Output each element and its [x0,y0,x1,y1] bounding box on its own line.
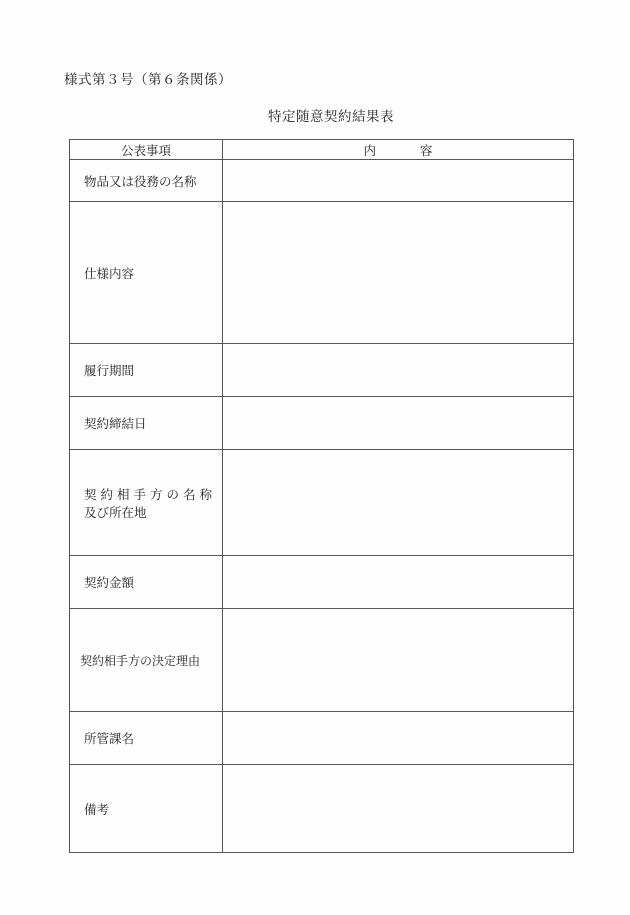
row-label-selection-reason: 契約相手方の決定理由 [70,609,223,712]
table-header-row [70,140,574,160]
row-value-contract-amount[interactable] [223,556,574,609]
table-row [70,609,574,712]
row-value-counterparty[interactable] [223,450,574,556]
table-row [70,397,574,450]
row-label-item-name: 物品又は役務の名称 [70,160,223,202]
header-content-char2: 容 [420,142,433,158]
form-number: 様式第３号（第６条関係） [64,72,232,88]
row-label-contract-amount: 契約金額 [70,556,223,609]
row-value-item-name[interactable] [223,160,574,202]
table-row [70,202,574,344]
row-label-remarks: 備考 [70,765,223,853]
row-value-selection-reason[interactable] [223,609,574,712]
row-label-counterparty-line1: 契約相手方の名称 [84,486,217,502]
table-row [70,712,574,765]
row-label-contract-date: 契約締結日 [70,397,223,450]
header-content-char1: 内 [363,142,376,158]
row-label-counterparty [70,450,223,556]
document-title: 特定随意契約結果表 [268,109,394,125]
table-row [70,556,574,609]
row-value-department[interactable] [223,712,574,765]
row-label-specification: 仕様内容 [70,202,223,344]
table-row [70,160,574,202]
row-label-performance-period: 履行期間 [70,344,223,397]
header-disclosure-items: 公表事項 [70,140,223,160]
row-value-contract-date[interactable] [223,397,574,450]
table-row [70,765,574,853]
contract-result-table [69,139,574,853]
row-value-specification[interactable] [223,202,574,344]
row-value-remarks[interactable] [223,765,574,853]
table-row [70,450,574,556]
table-row [70,344,574,397]
row-value-performance-period[interactable] [223,344,574,397]
row-label-counterparty-line2: 及び所在地 [84,504,147,520]
header-content [223,140,574,160]
row-label-department: 所管課名 [70,712,223,765]
